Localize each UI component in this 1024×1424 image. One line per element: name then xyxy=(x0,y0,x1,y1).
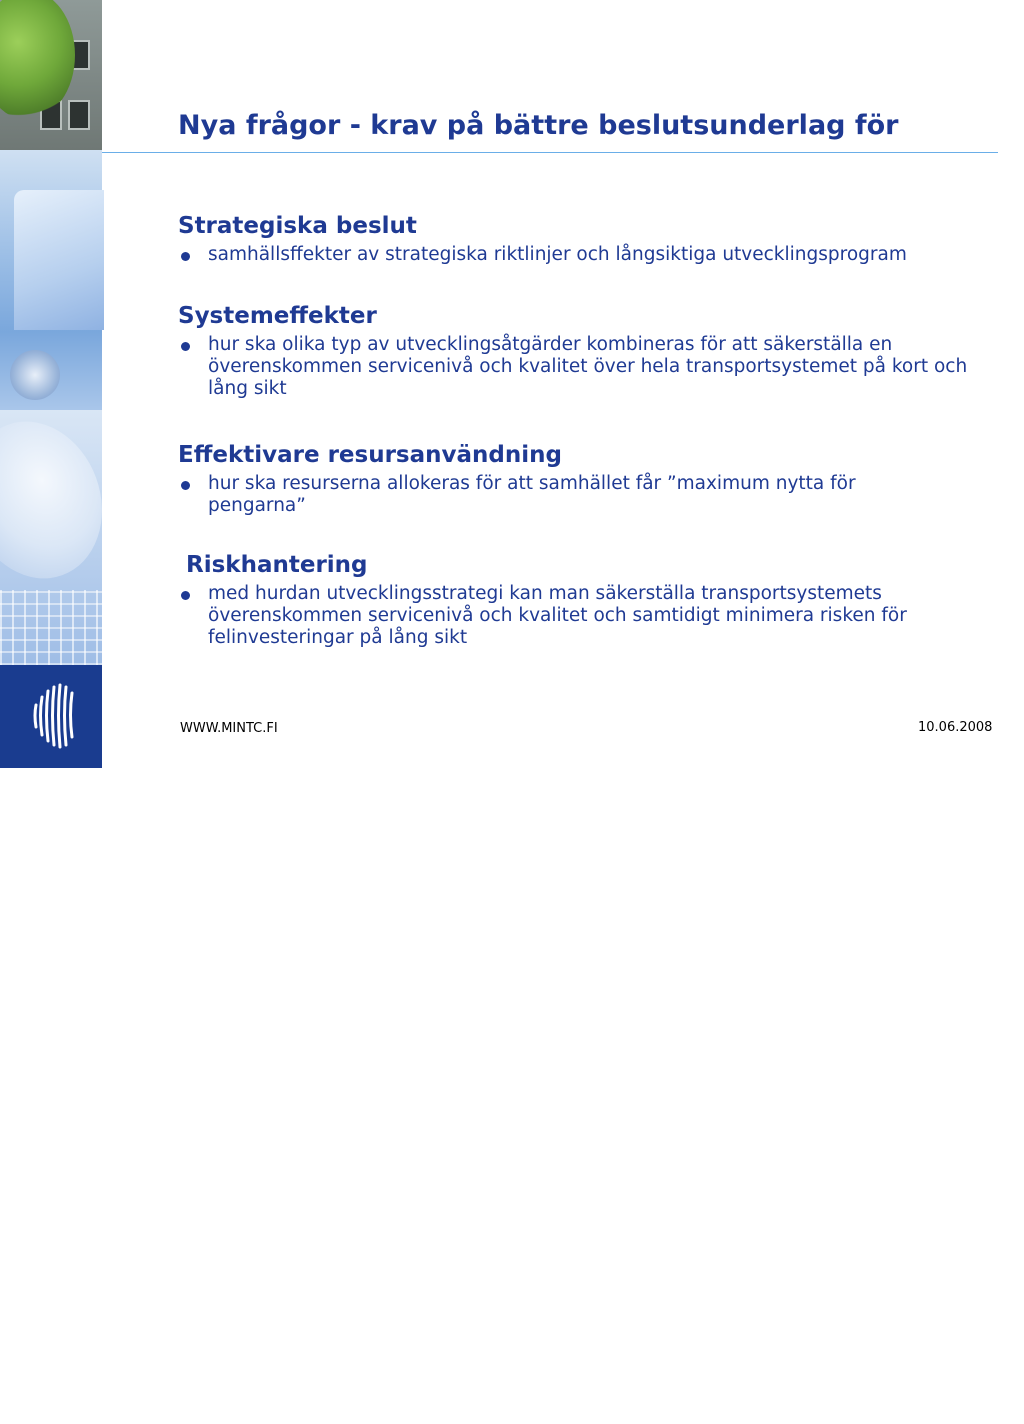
bullet-text: samhällsffekter av strategiska riktlinjer och långsiktiga utvecklingsprogram xyxy=(208,244,907,265)
bullet-item xyxy=(178,244,978,266)
satellite-dish-photo xyxy=(0,410,102,665)
building-photo xyxy=(0,0,102,150)
logo-icon xyxy=(28,675,78,755)
section-heading: Strategiska beslut xyxy=(178,213,417,239)
footer-url: WWW.MINTC.FI xyxy=(180,721,278,736)
section-strategic xyxy=(178,210,978,266)
bullet-item xyxy=(178,334,978,400)
section-resources xyxy=(178,439,978,517)
bullet-text: hur ska resurserna allokeras för att samhället får ”maximum nytta för pengarna” xyxy=(208,473,856,516)
footer-date: 10.06.2008 xyxy=(918,720,993,735)
decorative-sidebar xyxy=(0,0,102,1424)
bullet-dot-icon xyxy=(181,342,190,351)
tree-foliage xyxy=(0,0,75,120)
bullet-text: hur ska olika typ av utvecklingsåtgärder kombineras för att säkerställa en överenskommen servicenivå och kvalitet över hela transportsystemet på kort och lång sikt xyxy=(208,334,968,399)
bullet-item xyxy=(178,583,978,649)
bullet-item xyxy=(178,473,978,517)
section-heading: Systemeffekter xyxy=(178,303,377,329)
ministry-logo xyxy=(0,665,102,1424)
bullet-dot-icon xyxy=(181,252,190,261)
bullet-text: med hurdan utvecklingsstrategi kan man säkerställa transportsystemets överenskommen servicenivå och kvalitet och samtidigt minimera risken för felinvesteringar på lång sikt xyxy=(208,583,907,648)
section-heading: Riskhantering xyxy=(178,552,368,578)
title-divider xyxy=(102,152,998,153)
truck-photo xyxy=(0,150,102,410)
section-heading: Effektivare resursanvändning xyxy=(178,442,562,468)
section-system xyxy=(178,300,978,400)
bullet-dot-icon xyxy=(181,591,190,600)
bullet-dot-icon xyxy=(181,481,190,490)
page-number: 6 xyxy=(10,1409,19,1424)
section-risk xyxy=(178,549,978,649)
slide-title: Nya frågor - krav på bättre beslutsunderlag för xyxy=(178,110,899,141)
